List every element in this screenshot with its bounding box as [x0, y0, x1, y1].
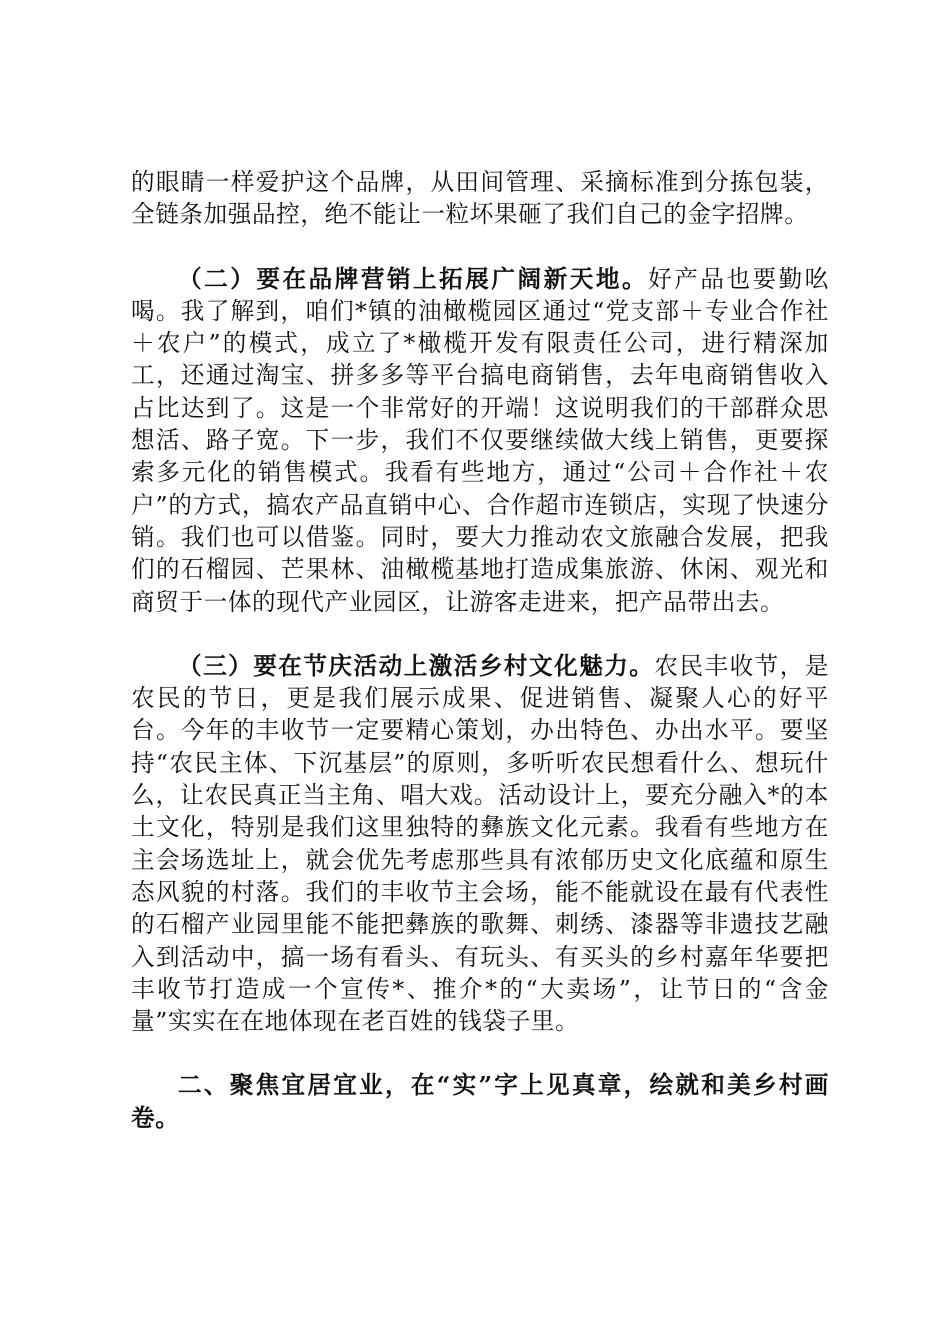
- paragraph-gap: [131, 1037, 829, 1069]
- paragraph-gap: [131, 231, 829, 263]
- paragraph-continuation: 的眼睛一样爱护这个品牌，从田间管理、采摘标准到分拣包装，全链条加强品控，绝不能让一粒坏果砸了我们自己的金字招牌。: [131, 168, 829, 229]
- section-heading-two: 二、聚焦宜居宜业，在“实”字上见真章，绘就和美乡村画卷。: [131, 1071, 829, 1132]
- paragraph-body-brand-marketing: 好产品也要勤吆喝。我了解到，咱们*镇的油橄榄园区通过“党支部＋专业合作社＋农户”的模式，成立了*橄榄开发有限责任公司，进行精深加工，还通过淘宝、拼多多等平台搞电商销售，去年电商销售收入占比达到了。这是一个非常好的开端！这说明我们的干部群众思想活、路子宽。下一步，我们不仅要继续做大线上销售，更要探索多元化的销售模式。我看有些地方，通过“公司＋合作社＋农户”的方式，搞农产品直销中心、合作超市连锁店，实现了快速分销。我们也可以借鉴。同时，要大力推动农文旅融合发展，把我们的石榴园、芒果林、油橄榄基地打造成集旅游、休闲、观光和商贸于一体的现代产业园区，让游客走进来，把产品带出去。: [131, 264, 829, 616]
- paragraph-festival-activities: [131, 650, 829, 1038]
- paragraph-gap: [131, 618, 829, 650]
- paragraph-brand-marketing: [131, 263, 829, 618]
- document-page: [131, 166, 829, 1134]
- section-title-brand-marketing: （二）要在品牌营销上拓展广阔新天地。: [178, 264, 649, 293]
- section-title-festival-activities: （三）要在节庆活动上激活乡村文化魅力。: [178, 651, 655, 680]
- paragraph-body-festival-activities: 农民丰收节，是农民的节日，更是我们展示成果、促进销售、凝聚人心的好平台。今年的丰收节一定要精心策划，办出特色、办出水平。要坚持“农民主体、下沉基层”的原则，多听听农民想看什么、想玩什么，让农民真正当主角、唱大戏。活动设计上，要充分融入*的本土文化，特别是我们这里独特的彝族文化元素。我看有些地方在主会场选址上，就会优先考虑那些具有浓郁历史文化底蕴和原生态风貌的村落。我们的丰收节主会场，能不能就设在最有代表性的石榴产业园里能不能把彝族的歌舞、刺绣、漆器等非遗技艺融入到活动中，搞一场有看头、有玩头、有买头的乡村嘉年华要把丰收节打造成一个宣传*、推介*的“大卖场”，让节日的“含金量”实实在在地体现在老百姓的钱袋子里。: [131, 651, 829, 1036]
